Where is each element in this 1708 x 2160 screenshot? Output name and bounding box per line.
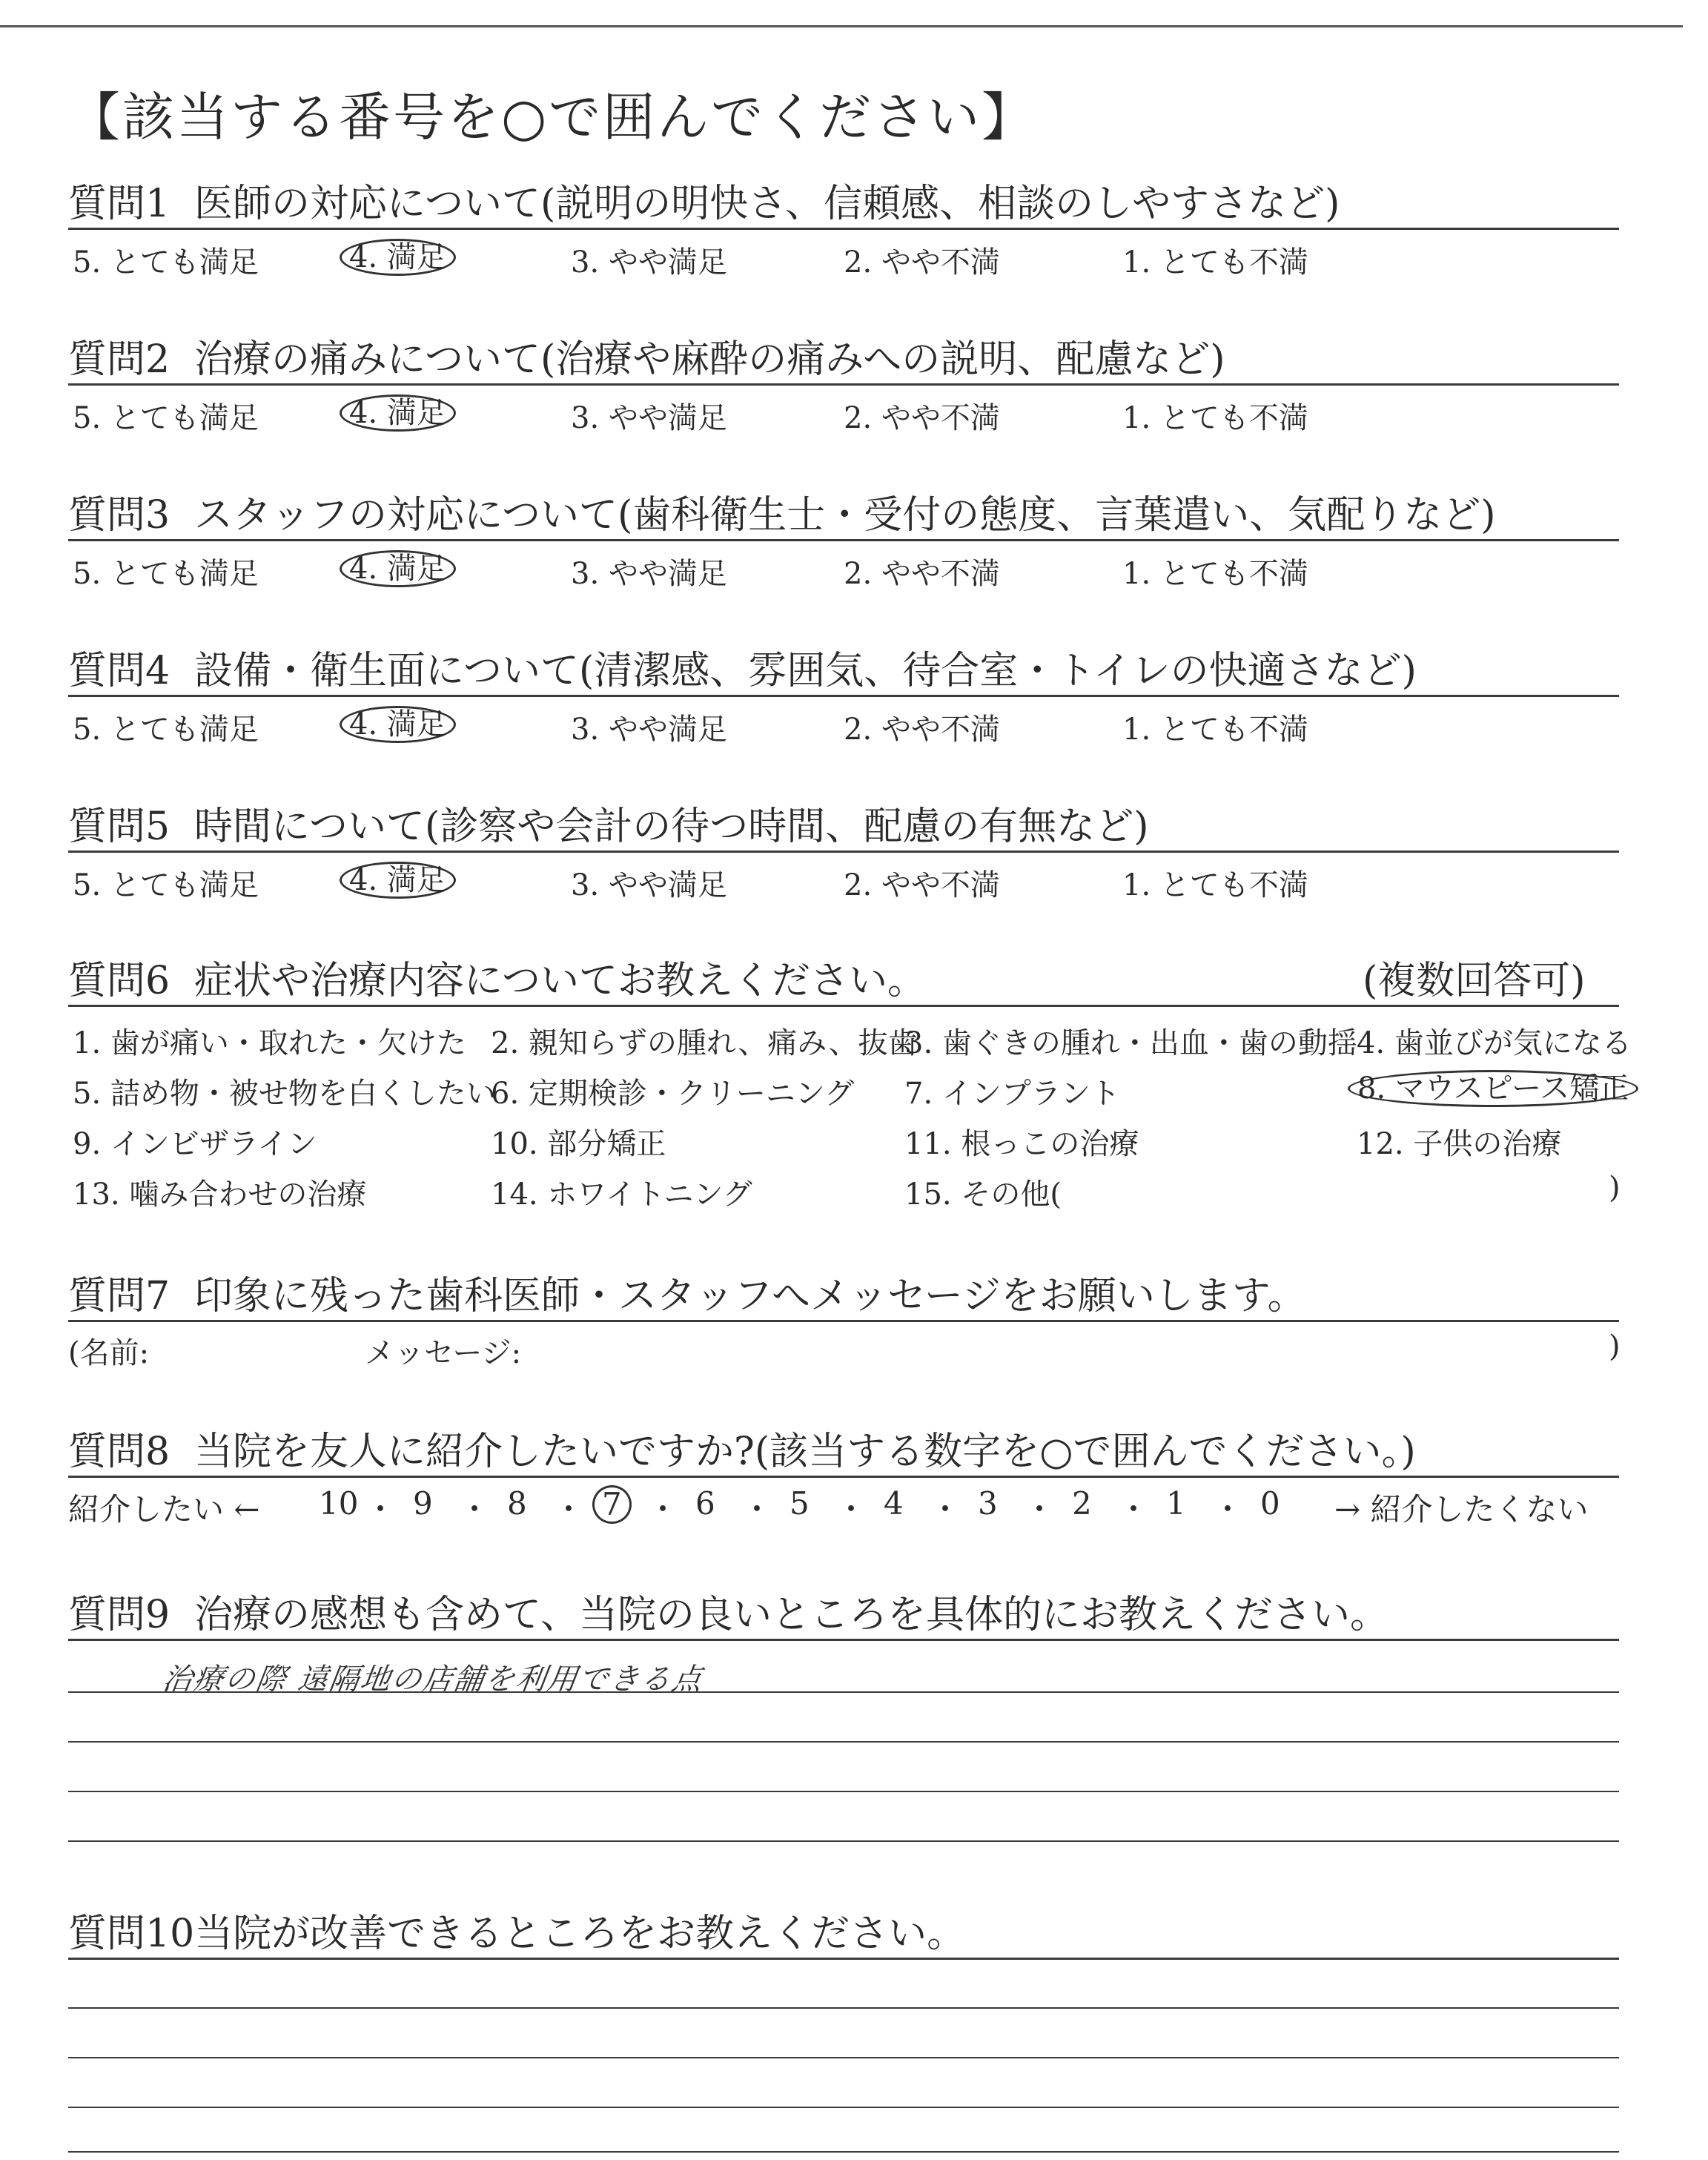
option-2[interactable]: 2. やや不満 bbox=[844, 713, 1000, 747]
question-heading bbox=[68, 949, 926, 1005]
scale-value-3[interactable]: 3 bbox=[978, 1485, 998, 1522]
question-heading bbox=[68, 328, 1225, 383]
scale-separator: ・ bbox=[1118, 1491, 1150, 1527]
symptom-option-15[interactable]: 15. その他( bbox=[904, 1178, 1062, 1212]
question-heading bbox=[68, 1902, 965, 1958]
answer-line bbox=[68, 2057, 1619, 2058]
question-rule bbox=[68, 695, 1619, 697]
scale-separator: ・ bbox=[647, 1491, 679, 1527]
scale-separator: ・ bbox=[741, 1491, 773, 1527]
message-close-paren: ) bbox=[1609, 1330, 1621, 1364]
question-number: 質問4 bbox=[68, 649, 171, 693]
question-rule bbox=[68, 383, 1619, 386]
symptom-option-10[interactable]: 10. 部分矯正 bbox=[491, 1127, 666, 1161]
option-1[interactable]: 1. とても不満 bbox=[1122, 868, 1308, 902]
answer-line bbox=[68, 2151, 1619, 2153]
symptom-option-9[interactable]: 9. インビザライン bbox=[73, 1127, 317, 1161]
answer-line bbox=[68, 2107, 1619, 2108]
question-number: 質問7 bbox=[68, 1274, 171, 1318]
question-heading bbox=[68, 172, 1340, 228]
other-close-paren: ) bbox=[1609, 1171, 1621, 1205]
option-2[interactable]: 2. やや不満 bbox=[844, 401, 1000, 435]
question-number: 質問10 bbox=[68, 1912, 195, 1956]
scale-value-10[interactable]: 10 bbox=[319, 1485, 359, 1522]
question-number: 質問5 bbox=[68, 805, 171, 849]
question-number: 質問1 bbox=[68, 182, 171, 226]
question-number: 質問9 bbox=[68, 1593, 171, 1637]
scale-value-6[interactable]: 6 bbox=[695, 1485, 715, 1522]
option-4-selected[interactable] bbox=[348, 550, 456, 587]
option-5[interactable]: 5. とても満足 bbox=[73, 868, 259, 902]
recommend-left-label: 紹介したい ← bbox=[68, 1491, 260, 1527]
selected-circle: 4. 満足 bbox=[340, 394, 456, 432]
answer-line bbox=[68, 1691, 1619, 1693]
question-rule bbox=[68, 1476, 1619, 1478]
option-5[interactable]: 5. とても満足 bbox=[73, 557, 259, 591]
question-text: 時間について(診察や会計の待つ時間、配慮の有無など) bbox=[194, 805, 1149, 849]
question-rule bbox=[68, 1639, 1619, 1641]
scale-value-5[interactable]: 5 bbox=[790, 1485, 810, 1522]
question-text: 設備・衛生面について(清潔感、雰囲気、待合室・トイレの快適さなど) bbox=[194, 649, 1417, 693]
scale-separator: ・ bbox=[930, 1491, 961, 1527]
option-2[interactable]: 2. やや不満 bbox=[844, 557, 1000, 591]
scale-separator: ・ bbox=[553, 1491, 585, 1527]
question-text: スタッフの対応について(歯科衛生士・受付の態度、言葉遣い、気配りなど) bbox=[194, 493, 1496, 538]
page-title: 【該当する番号を○で囲んでください】 bbox=[68, 87, 1036, 148]
scale-value-7[interactable] bbox=[601, 1485, 632, 1524]
selected-circle: 8. マウスピース矯正 bbox=[1348, 1070, 1638, 1107]
question-rule bbox=[68, 1958, 1619, 1960]
question-rule bbox=[68, 228, 1619, 230]
option-5[interactable]: 5. とても満足 bbox=[73, 245, 259, 280]
option-4-selected[interactable] bbox=[348, 862, 456, 899]
selected-circle: 4. 満足 bbox=[340, 706, 456, 743]
question-rule bbox=[68, 1005, 1619, 1007]
question-text: 症状や治療内容についてお教えください。 bbox=[194, 959, 926, 1003]
symptom-option-3[interactable]: 3. 歯ぐきの腫れ・出血・歯の動揺 bbox=[904, 1026, 1357, 1060]
question-text: 医師の対応について(説明の明快さ、信頼感、相談のしやすさなど) bbox=[194, 182, 1340, 226]
question-text: 当院を友人に紹介したいですか?(該当する数字を○で囲んでください。) bbox=[194, 1430, 1416, 1474]
question-number: 質問3 bbox=[68, 493, 171, 538]
question-text: 印象に残った歯科医師・スタッフへメッセージをお願いします。 bbox=[194, 1274, 1306, 1318]
option-5[interactable]: 5. とても満足 bbox=[73, 401, 259, 435]
recommend-right-label: → 紹介したくない bbox=[1334, 1491, 1589, 1527]
handwritten-answer: 治療の際 遠隔地の店舗を利用できる点 bbox=[160, 1662, 706, 1697]
selected-circle: 7 bbox=[592, 1485, 632, 1524]
question-number: 質問6 bbox=[68, 959, 171, 1003]
scale-value-2[interactable]: 2 bbox=[1072, 1485, 1092, 1522]
answer-line bbox=[68, 1791, 1619, 1792]
question-heading bbox=[68, 1264, 1306, 1320]
symptom-option-8-selected[interactable] bbox=[1357, 1070, 1638, 1107]
question-heading bbox=[68, 1420, 1416, 1476]
scale-value-4[interactable]: 4 bbox=[884, 1485, 904, 1522]
option-4-selected[interactable] bbox=[348, 239, 456, 276]
answer-line bbox=[68, 1840, 1619, 1842]
answer-line bbox=[68, 2007, 1619, 2009]
symptom-option-5[interactable]: 5. 詰め物・被せ物を白くしたい bbox=[73, 1077, 496, 1111]
name-label: (名前: bbox=[68, 1336, 150, 1370]
option-1[interactable]: 1. とても不満 bbox=[1122, 401, 1308, 435]
scale-separator: ・ bbox=[365, 1491, 397, 1527]
option-3[interactable]: 3. やや満足 bbox=[571, 713, 727, 747]
answer-line bbox=[68, 1741, 1619, 1743]
option-4-selected[interactable] bbox=[348, 706, 456, 743]
option-1[interactable]: 1. とても不満 bbox=[1122, 245, 1308, 280]
question-rule bbox=[68, 539, 1619, 541]
symptom-option-2[interactable]: 2. 親知らずの腫れ、痛み、抜歯 bbox=[491, 1026, 918, 1060]
option-2[interactable]: 2. やや不満 bbox=[844, 245, 1000, 280]
question-rule bbox=[68, 1320, 1619, 1322]
question-heading bbox=[68, 639, 1417, 695]
symptom-option-1[interactable]: 1. 歯が痛い・取れた・欠けた bbox=[73, 1026, 466, 1060]
scale-separator: ・ bbox=[459, 1491, 491, 1527]
question-heading bbox=[68, 1583, 1388, 1639]
selected-circle: 4. 満足 bbox=[340, 239, 456, 276]
selected-circle: 4. 満足 bbox=[340, 862, 456, 899]
option-3[interactable]: 3. やや満足 bbox=[571, 401, 727, 435]
selected-circle: 4. 満足 bbox=[340, 550, 456, 587]
multiple-answers-note: (複数回答可) bbox=[1363, 959, 1586, 1003]
question-text: 当院が改善できるところをお教えください。 bbox=[194, 1912, 966, 1956]
scale-value-0[interactable]: 0 bbox=[1260, 1485, 1280, 1522]
option-4-selected[interactable] bbox=[348, 394, 456, 432]
option-5[interactable]: 5. とても満足 bbox=[73, 713, 259, 747]
question-text: 治療の痛みについて(治療や麻酔の痛みへの説明、配慮など) bbox=[194, 337, 1225, 382]
question-heading bbox=[68, 795, 1149, 851]
symptom-option-12[interactable]: 12. 子供の治療 bbox=[1357, 1127, 1562, 1161]
question-heading bbox=[68, 483, 1496, 539]
symptom-option-13[interactable]: 13. 噛み合わせの治療 bbox=[73, 1178, 367, 1212]
question-text: 治療の感想も含めて、当院の良いところを具体的にお教えください。 bbox=[194, 1593, 1388, 1637]
option-1[interactable]: 1. とても不満 bbox=[1122, 713, 1308, 747]
symptom-option-6[interactable]: 6. 定期検診・クリーニング bbox=[491, 1077, 855, 1111]
question-number: 質問8 bbox=[68, 1430, 171, 1474]
symptom-option-4[interactable]: 4. 歯並びが気になる bbox=[1357, 1026, 1632, 1060]
scale-separator: ・ bbox=[1024, 1491, 1056, 1527]
top-border bbox=[0, 25, 1683, 27]
message-label: メッセージ: bbox=[365, 1336, 522, 1370]
scale-value-8[interactable]: 8 bbox=[507, 1485, 527, 1522]
question-number: 質問2 bbox=[68, 337, 171, 382]
symptom-option-14[interactable]: 14. ホワイトニング bbox=[491, 1178, 752, 1212]
symptom-option-7[interactable]: 7. インプラント bbox=[904, 1077, 1120, 1111]
scale-separator: ・ bbox=[1212, 1491, 1244, 1527]
question-rule bbox=[68, 851, 1619, 853]
option-3[interactable]: 3. やや満足 bbox=[571, 868, 727, 902]
option-1[interactable]: 1. とても不満 bbox=[1122, 557, 1308, 591]
option-3[interactable]: 3. やや満足 bbox=[571, 245, 727, 280]
option-3[interactable]: 3. やや満足 bbox=[571, 557, 727, 591]
scale-separator: ・ bbox=[835, 1491, 867, 1527]
scale-value-1[interactable]: 1 bbox=[1166, 1485, 1186, 1522]
symptom-option-11[interactable]: 11. 根っこの治療 bbox=[904, 1127, 1139, 1161]
scale-value-9[interactable]: 9 bbox=[413, 1485, 433, 1522]
option-2[interactable]: 2. やや不満 bbox=[844, 868, 1000, 902]
